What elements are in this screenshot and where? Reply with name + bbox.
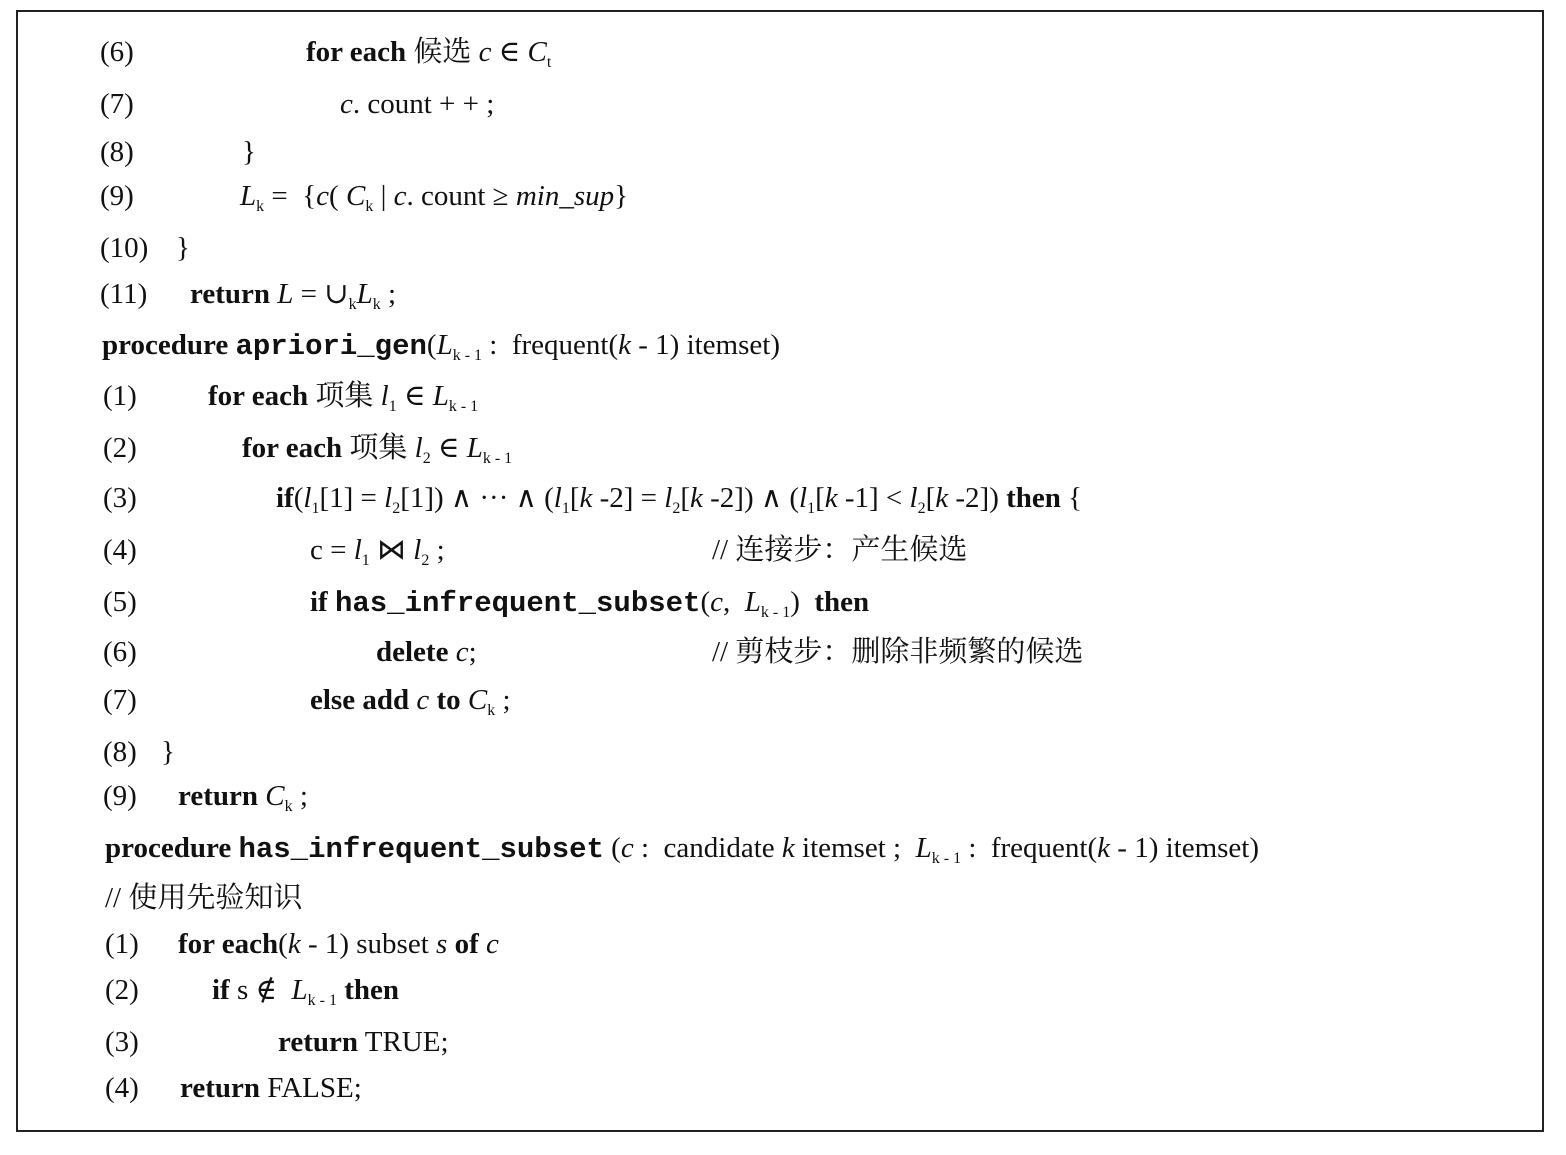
subscript: k - 1: [307, 992, 337, 1009]
code-fragment: [: [925, 482, 936, 514]
code-fragment: ): [790, 586, 815, 618]
keyword: for each: [306, 36, 407, 68]
math-variable: k: [781, 832, 795, 864]
math-variable: L: [356, 278, 373, 310]
code-fragment: [328, 586, 335, 618]
line-number: (8): [100, 136, 134, 168]
code-fragment: {: [1060, 482, 1083, 514]
math-variable: c: [393, 180, 407, 212]
subscript: 2: [917, 500, 926, 517]
math-variable: l: [384, 482, 393, 514]
code-fragment: TRUE;: [358, 1026, 449, 1058]
procedure-name: has_infrequent_subset: [334, 587, 701, 620]
math-variable: C: [467, 684, 488, 716]
math-variable: C: [265, 780, 285, 812]
line-number: (6): [100, 36, 134, 68]
code-fragment: [: [569, 482, 580, 514]
math-variable: l: [413, 534, 422, 566]
keyword: for each: [208, 380, 309, 412]
code-fragment: ∈: [491, 36, 528, 68]
subscript: k - 1: [760, 604, 791, 621]
subscript: k - 1: [482, 450, 513, 467]
math-variable: c: [620, 832, 634, 864]
code-fragment: ∈: [430, 432, 467, 464]
line-number: (3): [105, 1026, 139, 1058]
code-fragment: -2]): [948, 482, 1007, 514]
subscript: k: [372, 296, 381, 313]
math-variable: c: [416, 684, 430, 716]
code-fragment: [461, 684, 468, 716]
code-comment: // 连接步：产生候选: [712, 534, 968, 566]
code-text: [102, 325, 780, 376]
math-variable: k: [935, 482, 949, 514]
procedure-name: has_infrequent_subset: [238, 833, 604, 866]
code-fragment: . count + + ;: [352, 88, 495, 120]
line-number: (8): [103, 736, 137, 768]
code-fragment: |: [373, 180, 394, 212]
code-fragment: : frequent(: [961, 832, 1098, 864]
code-text: [242, 428, 512, 479]
subscript: 1: [361, 552, 370, 569]
code-fragment: -2] =: [592, 482, 665, 514]
subscript: k - 1: [931, 850, 962, 867]
math-variable: L: [291, 974, 308, 1006]
code-fragment: -1] <: [837, 482, 910, 514]
code-fragment: (: [278, 928, 288, 960]
subscript: 1: [561, 500, 570, 517]
keyword: if: [310, 586, 328, 618]
code-fragment: }: [161, 736, 175, 768]
code-fragment: s ∉: [229, 974, 292, 1006]
math-variable: k: [579, 482, 593, 514]
code-fragment: 项集: [308, 380, 381, 412]
code-text: [310, 680, 511, 731]
code-fragment: [479, 928, 486, 960]
math-variable: L: [277, 278, 294, 310]
line-number: (7): [103, 684, 137, 716]
keyword: for each: [242, 432, 343, 464]
math-variable: l: [303, 482, 312, 514]
code-text: [212, 970, 399, 1021]
keyword: delete: [376, 636, 449, 668]
code-fragment: [: [815, 482, 825, 514]
code-text: [190, 274, 396, 325]
code-fragment: FALSE;: [260, 1072, 362, 1104]
math-variable: k: [824, 482, 838, 514]
math-variable: l: [664, 482, 673, 514]
keyword: procedure: [105, 832, 232, 864]
math-variable: l: [553, 482, 562, 514]
keyword: return: [178, 780, 259, 812]
code-text: [178, 924, 499, 964]
code-fragment: ;: [429, 534, 445, 566]
code-text: [310, 582, 869, 633]
code-fragment: itemset ;: [794, 832, 916, 864]
code-text: [180, 1068, 362, 1108]
procedure-name: apriori_gen: [235, 330, 427, 363]
code-fragment: - 1) subset: [300, 928, 437, 960]
code-fragment: ;: [292, 780, 308, 812]
line-number: (7): [100, 88, 134, 120]
code-fragment: [1] =: [319, 482, 385, 514]
code-text: [310, 530, 445, 581]
code-text: [240, 176, 628, 227]
subscript: k - 1: [452, 347, 483, 364]
subscript: t: [546, 54, 552, 71]
code-fragment: - 1) itemset): [631, 329, 780, 361]
code-fragment: - 1) itemset): [1110, 832, 1260, 864]
keyword: procedure: [102, 329, 229, 361]
code-text: [105, 878, 302, 918]
math-variable: l: [353, 534, 362, 566]
code-fragment: = ∪: [293, 278, 349, 310]
math-variable: l: [380, 380, 389, 412]
code-fragment: }: [242, 136, 256, 168]
keyword: then: [344, 974, 399, 1006]
code-text: [306, 32, 551, 83]
math-variable: C: [338, 180, 366, 212]
code-text: [340, 84, 494, 124]
code-fragment: ;: [468, 636, 477, 668]
code-text: [278, 1022, 449, 1062]
code-fragment: . count ≥: [406, 180, 516, 212]
line-number: (5): [103, 586, 137, 618]
math-variable: c: [340, 88, 353, 120]
line-number: (1): [103, 380, 137, 412]
keyword: for each: [178, 928, 279, 960]
line-number: (6): [103, 636, 137, 668]
code-fragment: ,: [722, 586, 745, 618]
keyword: if: [276, 482, 294, 514]
line-number: (9): [103, 780, 137, 812]
code-fragment: -2]) ∧ (: [702, 482, 799, 514]
math-variable: l: [909, 482, 918, 514]
subscript: 1: [388, 398, 397, 415]
math-variable: k: [287, 928, 301, 960]
code-fragment: [1]) ∧ ··· ∧ (: [400, 482, 554, 514]
code-text: [242, 132, 256, 172]
math-variable: k: [690, 482, 703, 514]
code-fragment: (: [293, 482, 304, 514]
math-variable: l: [414, 432, 423, 464]
math-variable: min_sup: [515, 180, 615, 212]
keyword: if: [212, 974, 230, 1006]
keyword: to: [436, 684, 461, 716]
line-number: (4): [103, 534, 137, 566]
code-fragment: ;: [495, 684, 511, 716]
math-variable: L: [436, 329, 453, 361]
math-variable: c: [710, 586, 723, 618]
math-variable: C: [527, 36, 547, 68]
math-variable: c: [485, 928, 499, 960]
code-text: [105, 828, 1259, 879]
line-number: (2): [105, 974, 139, 1006]
math-variable: L: [432, 380, 449, 412]
subscript: 1: [807, 500, 816, 517]
keyword: return: [180, 1072, 261, 1104]
code-text: [376, 632, 477, 672]
subscript: k: [365, 198, 374, 215]
keyword: then: [1006, 482, 1061, 514]
math-variable: k: [1097, 832, 1111, 864]
code-fragment: }: [614, 180, 629, 212]
code-fragment: [448, 636, 455, 668]
code-fragment: 项集: [342, 432, 415, 464]
code-fragment: }: [176, 232, 190, 264]
code-fragment: c =: [310, 534, 354, 566]
line-number: (4): [105, 1072, 139, 1104]
keyword: return: [278, 1026, 359, 1058]
keyword: then: [814, 586, 870, 618]
math-variable: L: [240, 180, 257, 212]
subscript: k - 1: [448, 398, 479, 415]
line-number: (3): [103, 482, 137, 514]
math-variable: L: [915, 832, 932, 864]
subscript: k: [487, 702, 496, 719]
line-number: (1): [105, 928, 139, 960]
line-number: (10): [100, 232, 149, 264]
code-fragment: (: [426, 329, 437, 361]
math-variable: l: [799, 482, 808, 514]
math-variable: L: [744, 586, 761, 618]
line-number: (9): [100, 180, 134, 212]
line-number: (11): [100, 278, 148, 310]
code-fragment: (: [700, 586, 711, 618]
code-fragment: ;: [380, 278, 397, 310]
code-fragment: // 使用先验知识: [105, 882, 303, 914]
keyword: return: [190, 278, 271, 310]
subscript: 2: [392, 500, 401, 517]
code-text: [176, 228, 190, 268]
code-text: [178, 776, 308, 827]
subscript: 2: [422, 450, 431, 467]
code-fragment: 候选: [406, 36, 479, 68]
code-text: [208, 376, 478, 427]
code-fragment: ∈: [396, 380, 433, 412]
math-variable: c: [478, 36, 492, 68]
math-variable: L: [466, 432, 483, 464]
subscript: k: [348, 296, 357, 313]
line-number: (2): [103, 432, 137, 464]
math-variable: c: [455, 636, 469, 668]
math-variable: c: [316, 180, 330, 212]
code-fragment: [447, 928, 454, 960]
code-fragment: : frequent(: [482, 329, 619, 361]
subscript: 2: [421, 552, 430, 569]
code-text: [276, 478, 1082, 529]
code-text: [161, 732, 175, 772]
math-variable: s: [436, 928, 448, 960]
code-comment: // 剪枝步：删除非频繁的候选: [712, 636, 1084, 668]
subscript: 1: [311, 500, 320, 517]
code-fragment: = {: [264, 180, 317, 212]
subscript: k: [256, 198, 265, 215]
code-fragment: ⋈: [369, 534, 414, 566]
code-fragment: : candidate: [633, 832, 782, 864]
keyword: else add: [310, 684, 410, 716]
subscript: k: [284, 798, 293, 815]
keyword: of: [454, 928, 479, 960]
code-fragment: [: [680, 482, 691, 514]
code-fragment: (: [329, 180, 339, 212]
code-fragment: (: [603, 832, 621, 864]
subscript: 2: [672, 500, 681, 517]
math-variable: k: [618, 329, 631, 361]
